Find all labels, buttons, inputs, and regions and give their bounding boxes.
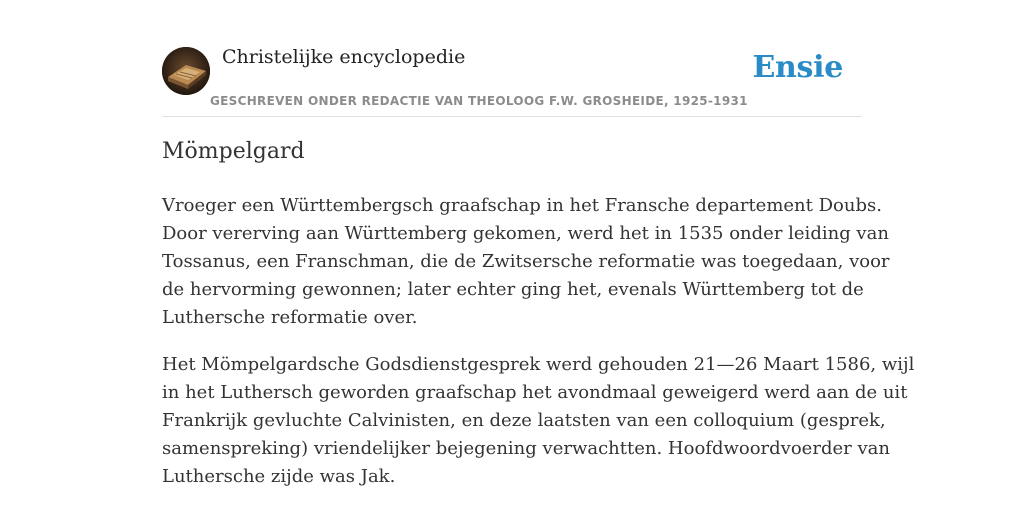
paragraph-line: Vroeger een Württembergsch graafschap in het Fransche departement Doubs.: [162, 195, 882, 216]
book-image-icon: [162, 47, 210, 95]
paragraph-line: in het Luthersch geworden graafschap het avondmaal geweigerd werd aan de uit: [162, 382, 908, 403]
paragraph-line: Luthersche reformatie over.: [162, 307, 418, 328]
encyclopedia-avatar[interactable]: [162, 47, 210, 95]
header: [162, 46, 862, 117]
ensie-logo-link[interactable]: Ensie: [752, 50, 843, 85]
paragraph-line: Het Mömpelgardsche Godsdienstgesprek werd gehouden 21—26 Maart 1586, wijl: [162, 354, 915, 375]
site-title[interactable]: Christelijke encyclopedie: [222, 46, 466, 68]
site-subtitle: GESCHREVEN ONDER REDACTIE VAN THEOLOOG F.W. GROSHEIDE, 1925-1931: [210, 94, 748, 108]
paragraph-line: Tossanus, een Franschman, die de Zwitsersche reformatie was toegedaan, voor: [162, 251, 890, 272]
article-paragraph: [162, 192, 890, 332]
paragraph-line: Luthersche zijde was Jak.: [162, 466, 396, 487]
paragraph-line: samenspreking) vriendelijker bejegening verwachtten. Hoofdwoordvoerder van: [162, 438, 890, 459]
article-paragraph: [162, 351, 915, 491]
paragraph-line: de hervorming gewonnen; later echter ging het, evenals Württemberg tot de: [162, 279, 864, 300]
article-title: Mömpelgard: [162, 139, 305, 164]
paragraph-line: Door vererving aan Württemberg gekomen, werd het in 1535 onder leiding van: [162, 223, 889, 244]
paragraph-line: Frankrijk gevluchte Calvinisten, en deze laatsten van een colloquium (gesprek,: [162, 410, 886, 431]
